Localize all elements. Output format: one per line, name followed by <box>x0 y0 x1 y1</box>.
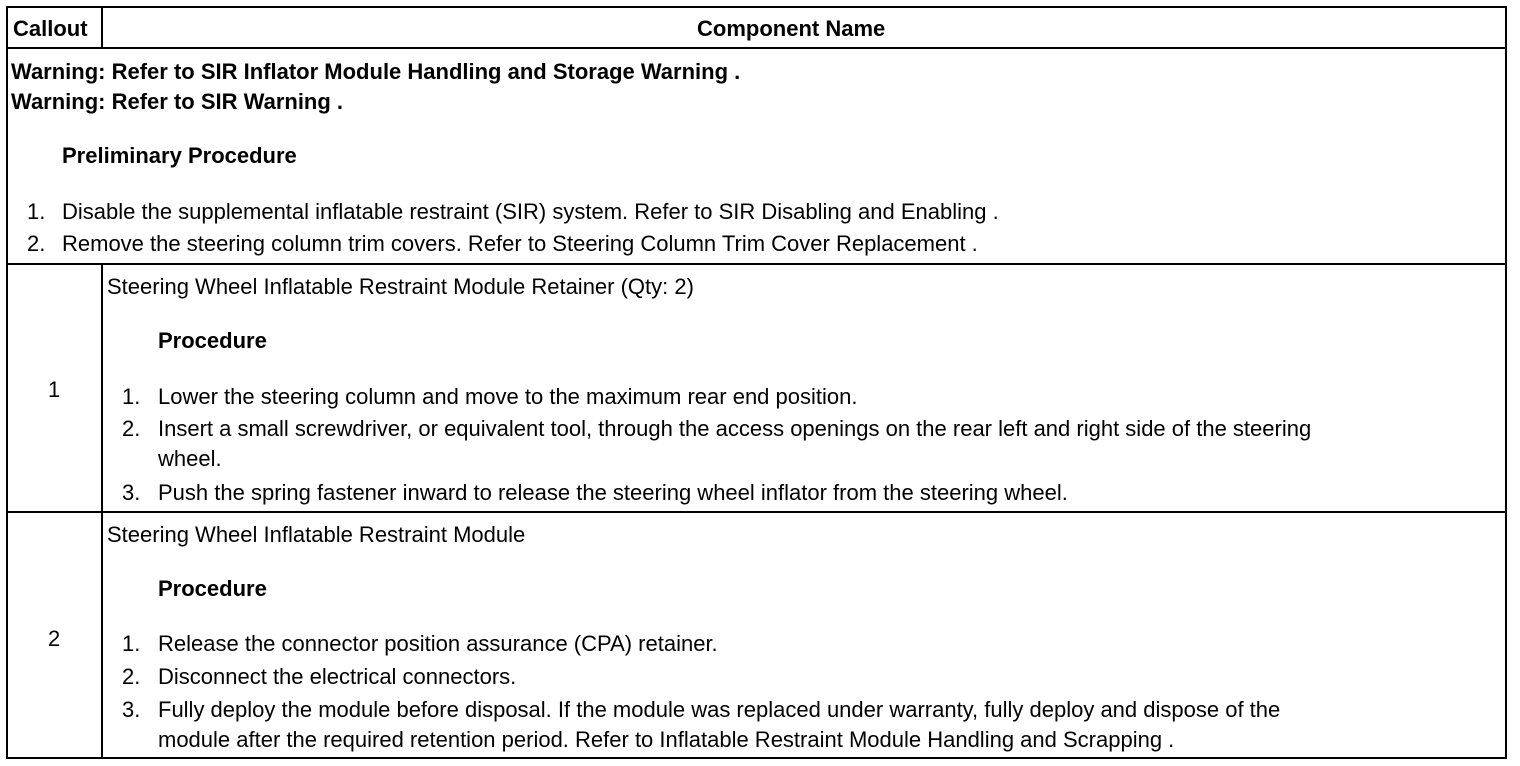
header-divider <box>8 47 1505 49</box>
callout-number: 1 <box>48 377 61 402</box>
header-component-name: Component Name <box>697 16 886 41</box>
procedure-heading: Procedure <box>158 328 267 353</box>
procedure-heading: Procedure <box>158 576 267 601</box>
step-number: 2. <box>122 416 141 441</box>
body-column-divider <box>101 263 103 759</box>
step-number: 1. <box>122 631 141 656</box>
component-table <box>6 6 1507 759</box>
component-name: Steering Wheel Inflatable Restraint Module Retainer (Qty: 2) <box>107 274 694 299</box>
step-number: 2. <box>122 664 141 689</box>
callout-number: 2 <box>48 626 61 651</box>
intro-divider <box>8 263 1505 265</box>
step-text: Disable the supplemental inflatable restraint (SIR) system. Refer to SIR Disabling and Enabling . <box>62 199 999 224</box>
step-number: 1. <box>122 384 141 409</box>
step-text-continued: wheel. <box>158 446 222 471</box>
step-number: 1. <box>27 199 46 224</box>
warning-text: Warning: Refer to SIR Inflator Module Handling and Storage Warning . <box>11 59 741 84</box>
component-name: Steering Wheel Inflatable Restraint Module <box>107 522 526 547</box>
step-text: Insert a small screwdriver, or equivalent tool, through the access openings on the rear left and right side of the steering <box>158 416 1312 441</box>
header-callout: Callout <box>13 16 88 41</box>
step-number: 3. <box>122 697 141 722</box>
step-text: Lower the steering column and move to the maximum rear end position. <box>158 384 858 409</box>
step-text: Disconnect the electrical connectors. <box>158 664 517 689</box>
step-text: Release the connector position assurance (CPA) retainer. <box>158 631 718 656</box>
warning-text: Warning: Refer to SIR Warning . <box>11 89 344 114</box>
step-text: Fully deploy the module before disposal. If the module was replaced under warranty, fully deploy and dispose of the <box>158 697 1281 722</box>
step-number: 3. <box>122 480 141 505</box>
step-text: Remove the steering column trim covers. Refer to Steering Column Trim Cover Replacement . <box>62 231 978 256</box>
preliminary-heading: Preliminary Procedure <box>62 143 297 168</box>
row-divider <box>8 511 1505 513</box>
step-text-continued: module after the required retention period. Refer to Inflatable Restraint Module Handling and Scrapping . <box>158 727 1175 752</box>
header-column-divider <box>101 8 103 47</box>
step-number: 2. <box>27 231 46 256</box>
step-text: Push the spring fastener inward to release the steering wheel inflator from the steering wheel. <box>158 480 1068 505</box>
